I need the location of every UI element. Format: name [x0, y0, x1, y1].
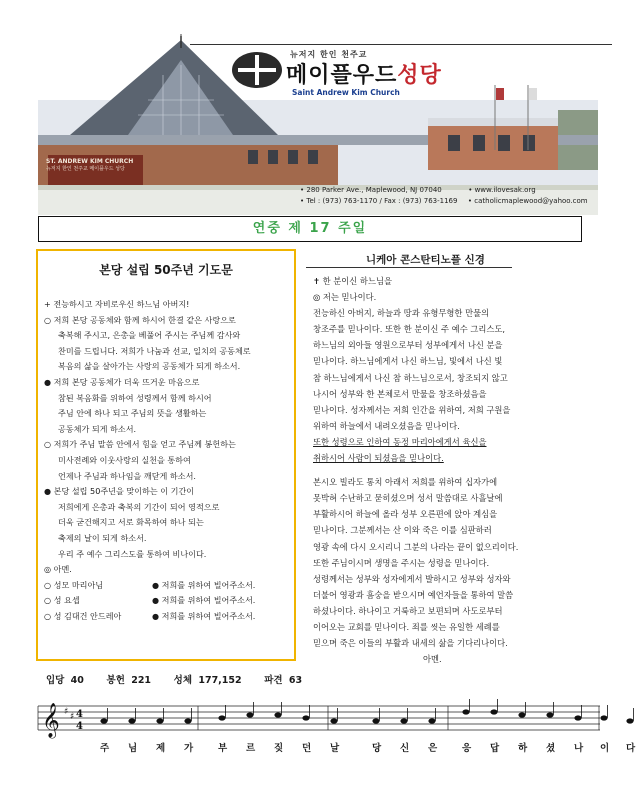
creed-line: 믿나이다. 그분께서는 산 이와 죽은 이를 심판하러 — [313, 525, 492, 536]
note-head — [246, 712, 253, 717]
prayer-title: 본당 설립 50주년 기도문 — [99, 263, 233, 277]
prayer-line: 저희에게 은총과 축복의 기간이 되어 영적으로 — [58, 501, 220, 512]
lyric-syllable: 다 — [626, 743, 636, 754]
lyric-syllable: 나 — [574, 743, 585, 754]
dismissal-label: 파견 — [264, 675, 283, 686]
lyric-syllable: 던 — [302, 743, 313, 754]
melody-notes — [100, 699, 633, 724]
lyric-syllable: 당 — [372, 743, 383, 754]
creed-line: 전능하신 아버지, 하늘과 땅과 유형무형한 만물의 — [313, 308, 490, 319]
prayer-line: 참된 복음화를 위하여 성령께서 함께 하시어 — [58, 392, 212, 403]
creed-line: 하셨나이다. 하나이고 거룩하고 보편되며 사도로부터 — [313, 605, 503, 616]
logo-english: Saint Andrew Kim Church — [292, 88, 400, 97]
logo-title — [286, 58, 442, 89]
church-sign-text — [46, 158, 133, 172]
creed-line: 믿으며 죽은 이들의 부활과 내세의 삶을 기다리나이다. — [313, 638, 508, 649]
prayer-line: ○ 저희가 주님 말씀 안에서 힘을 얻고 주님께 봉헌하는 — [44, 439, 236, 450]
sharp-icon: ♯ — [70, 712, 75, 722]
saint-invocation — [44, 593, 290, 609]
note-head — [490, 709, 497, 714]
lyric-syllable: 짖 — [274, 743, 285, 754]
anniversary-prayer-box — [36, 249, 296, 661]
prayer-line: 찬미를 드립니다. 저희가 나눔과 선교, 일치의 공동체로 — [58, 345, 251, 356]
sharp-icon: ♯ — [64, 707, 69, 717]
note-head — [274, 712, 281, 717]
creed-line: 믿나이다. 성자께서는 저희 인간을 위하여, 저희 구원을 — [313, 404, 511, 415]
lyric-syllable: 제 — [156, 743, 167, 754]
email-link[interactable]: catholicmaplewood@yahoo.com — [474, 197, 588, 205]
lyric-syllable: 가 — [184, 743, 195, 754]
lyric-syllable: 부 — [218, 743, 229, 754]
creed-line: ✝ 한 분이신 하느님을 — [313, 276, 392, 286]
time-signature-top: 4 — [76, 709, 83, 720]
saint-response: ● 저희를 위하여 빌어주소서. — [152, 610, 256, 621]
website-link[interactable]: www.ilovesak.org — [474, 186, 536, 194]
saint-name: ○ 성모 마리아님 — [44, 579, 104, 590]
creed-line: 창조주를 믿나이다. 또한 한 분이신 주 예수 그리스도, — [313, 324, 506, 335]
entrance-label: 입당 — [46, 675, 65, 686]
prayer-line: + 전능하시고 자비로우신 하느님 아버지! — [44, 299, 190, 309]
note-head — [462, 709, 469, 714]
logo-title-heart: 성당 — [397, 63, 442, 88]
bullet-icon: • — [300, 197, 307, 205]
dismissal-number: 63 — [288, 675, 303, 686]
offertory-label: 봉헌 — [106, 675, 125, 686]
creed-amen: 아멘. — [423, 654, 442, 665]
lyric-syllable: 응 — [462, 743, 473, 754]
creed-line: 하느님의 외아들 영원으로부터 성부에게서 나신 분을 — [313, 340, 503, 351]
hymn-numbers — [46, 672, 302, 686]
prayer-line: ● 저희 본당 공동체가 더욱 뜨거운 마음으로 — [44, 376, 200, 387]
saint-response: ● 저희를 위하여 빌어주소서. — [152, 595, 256, 606]
saint-name: ○ 성 요셉 — [44, 595, 80, 606]
creed-line: 못박혀 수난하고 묻히셨으며 성서 말씀대로 사흘날에 — [313, 493, 503, 504]
communion-number: 177,152 — [198, 675, 242, 686]
creed-line: 참 하느님에게서 나신 참 하느님으로서, 창조되지 않고 — [313, 372, 508, 383]
prayer-line: 축제의 날이 되게 하소서. — [58, 532, 147, 543]
creed-line: 또한 주님이시며 생명을 주시는 성령을 믿나이다. — [313, 557, 490, 568]
logo-subtitle: 뉴저지 한인 천주교 — [290, 50, 368, 59]
entrance-number: 40 — [70, 675, 84, 686]
note-head — [400, 718, 407, 723]
creed-line: 부활하시어 하늘에 올라 성부 오른편에 앉아 계심을 — [313, 509, 498, 520]
prayer-line: 미사전례와 이웃사랑의 실천을 통하여 — [58, 454, 191, 465]
creed-line: 위하여 하늘에서 내려오셨음을 믿나이다. — [313, 420, 460, 431]
note-head — [574, 715, 581, 720]
church-logo-icon — [232, 52, 282, 88]
note-head — [626, 718, 633, 723]
prayer-body — [44, 297, 290, 624]
lyric-syllable: 셨 — [546, 743, 557, 754]
communion-label: 성체 — [173, 675, 193, 686]
note-head — [330, 718, 337, 723]
saint-name: ○ 성 김대건 안드레아 — [44, 610, 122, 621]
saint-invocation — [44, 609, 290, 625]
lyric-syllable: 은 — [428, 743, 439, 754]
saint-invocation — [44, 578, 290, 594]
lyric-syllable: 주 — [100, 743, 111, 754]
note-head — [128, 718, 135, 723]
note-head — [302, 715, 309, 720]
sunday-title: 연중 제 17 주일 — [252, 221, 368, 236]
creed-line: 영광 속에 다시 오시리니 그분의 나라는 끝이 없으리이다. — [313, 541, 519, 552]
creed-line: ◎ 저는 믿나이다. — [313, 292, 377, 303]
bullet-icon: • — [467, 197, 475, 205]
phone-fax: Tel : (973) 763-1170 / Fax : (973) 763-1169 — [306, 197, 458, 205]
lyric-syllable: 님 — [128, 743, 139, 754]
lyric-syllable: 이 — [600, 743, 611, 754]
creed-line: 믿나이다. 하느님에게서 나신 하느님, 빛에서 나신 빛 — [313, 356, 503, 367]
note-head — [428, 718, 435, 723]
creed-body — [313, 273, 599, 667]
prayer-line: 공동체가 되게 하소서. — [58, 423, 137, 434]
note-head — [156, 718, 163, 723]
church-sign-line2: 뉴저지 한인 천주교 메이플우드 성당 — [46, 166, 125, 172]
prayer-line: 주님 안에 하나 되고 주님의 뜻을 생활하는 — [58, 408, 207, 419]
note-head — [546, 712, 553, 717]
prayer-line: 우리 주 예수 그리스도를 통하여 비나이다. — [58, 548, 207, 559]
prayer-line: 축복해 주시고, 은총을 베풀어 주시는 주님께 감사와 — [58, 330, 241, 341]
note-head — [218, 715, 225, 720]
creed-line: 이어오는 교회를 믿나이다. 죄를 씻는 유일한 세례를 — [313, 621, 500, 632]
treble-clef-icon: 𝄞 — [42, 703, 60, 738]
lyric-syllable: 날 — [330, 743, 341, 754]
contact-info — [300, 186, 590, 208]
church-sign-line1: ST. ANDREW KIM CHURCH — [46, 158, 134, 165]
creed-line-emphasis: 취하시어 사람이 되셨음을 믿나이다. — [313, 453, 444, 464]
lyric-syllable: 답 — [490, 743, 501, 754]
creed-title-underline — [306, 267, 512, 268]
prayer-line: ◎ 아멘. — [44, 564, 72, 575]
lyric-syllable: 하 — [518, 743, 529, 754]
creed-title: 니케아 콘스탄티노플 신경 — [366, 254, 485, 266]
prayer-line: 더욱 굳건해지고 서로 화목하여 하나 되는 — [58, 517, 204, 528]
offertory-number: 221 — [131, 675, 152, 686]
logo-title-main: 메이플우드 — [286, 63, 398, 88]
creed-line: 더불어 영광과 흠숭을 받으시며 예언자들을 통하여 말씀 — [313, 589, 514, 600]
address: 280 Parker Ave., Maplewood, NJ 07040 — [306, 186, 442, 194]
note-head — [184, 718, 191, 723]
sunday-banner — [38, 216, 582, 242]
saint-response: ● 저희를 위하여 빌어주소서. — [152, 579, 256, 590]
note-head — [518, 712, 525, 717]
creed-line-emphasis: 또한 성령으로 인하여 동정 마리아에게서 육신을 — [313, 436, 487, 447]
prayer-line: ○ 저희 본당 공동체와 함께 하시어 한결 같은 사랑으로 — [44, 314, 236, 325]
lyric-syllable: 르 — [246, 743, 257, 754]
prayer-line: 복음의 삶을 살아가는 사랑의 공동체가 되게 하소서. — [58, 361, 241, 372]
prayer-line: 언제나 주님과 하나임을 깨닫게 하소서. — [58, 470, 196, 481]
creed-line: 성령께서는 성부와 성자에게서 발하시고 성부와 성자와 — [313, 573, 511, 584]
header-rule — [190, 44, 612, 45]
prayer-line: ● 본당 설립 50주년을 맞이하는 이 기간이 — [44, 486, 195, 497]
lyric-syllable: 신 — [400, 743, 411, 754]
time-signature-bottom: 4 — [76, 721, 83, 732]
note-head — [600, 715, 607, 720]
creed-line: 본시오 빌라도 통치 아래서 저희를 위하여 십자가에 — [313, 477, 498, 488]
bullet-icon: • — [300, 186, 307, 194]
creed-line: 나시어 성부와 한 본체로서 만물을 창조하셨음을 — [313, 388, 487, 399]
music-staff — [38, 700, 600, 736]
note-head — [372, 718, 379, 723]
bullet-icon: • — [468, 186, 475, 194]
note-head — [100, 718, 107, 723]
